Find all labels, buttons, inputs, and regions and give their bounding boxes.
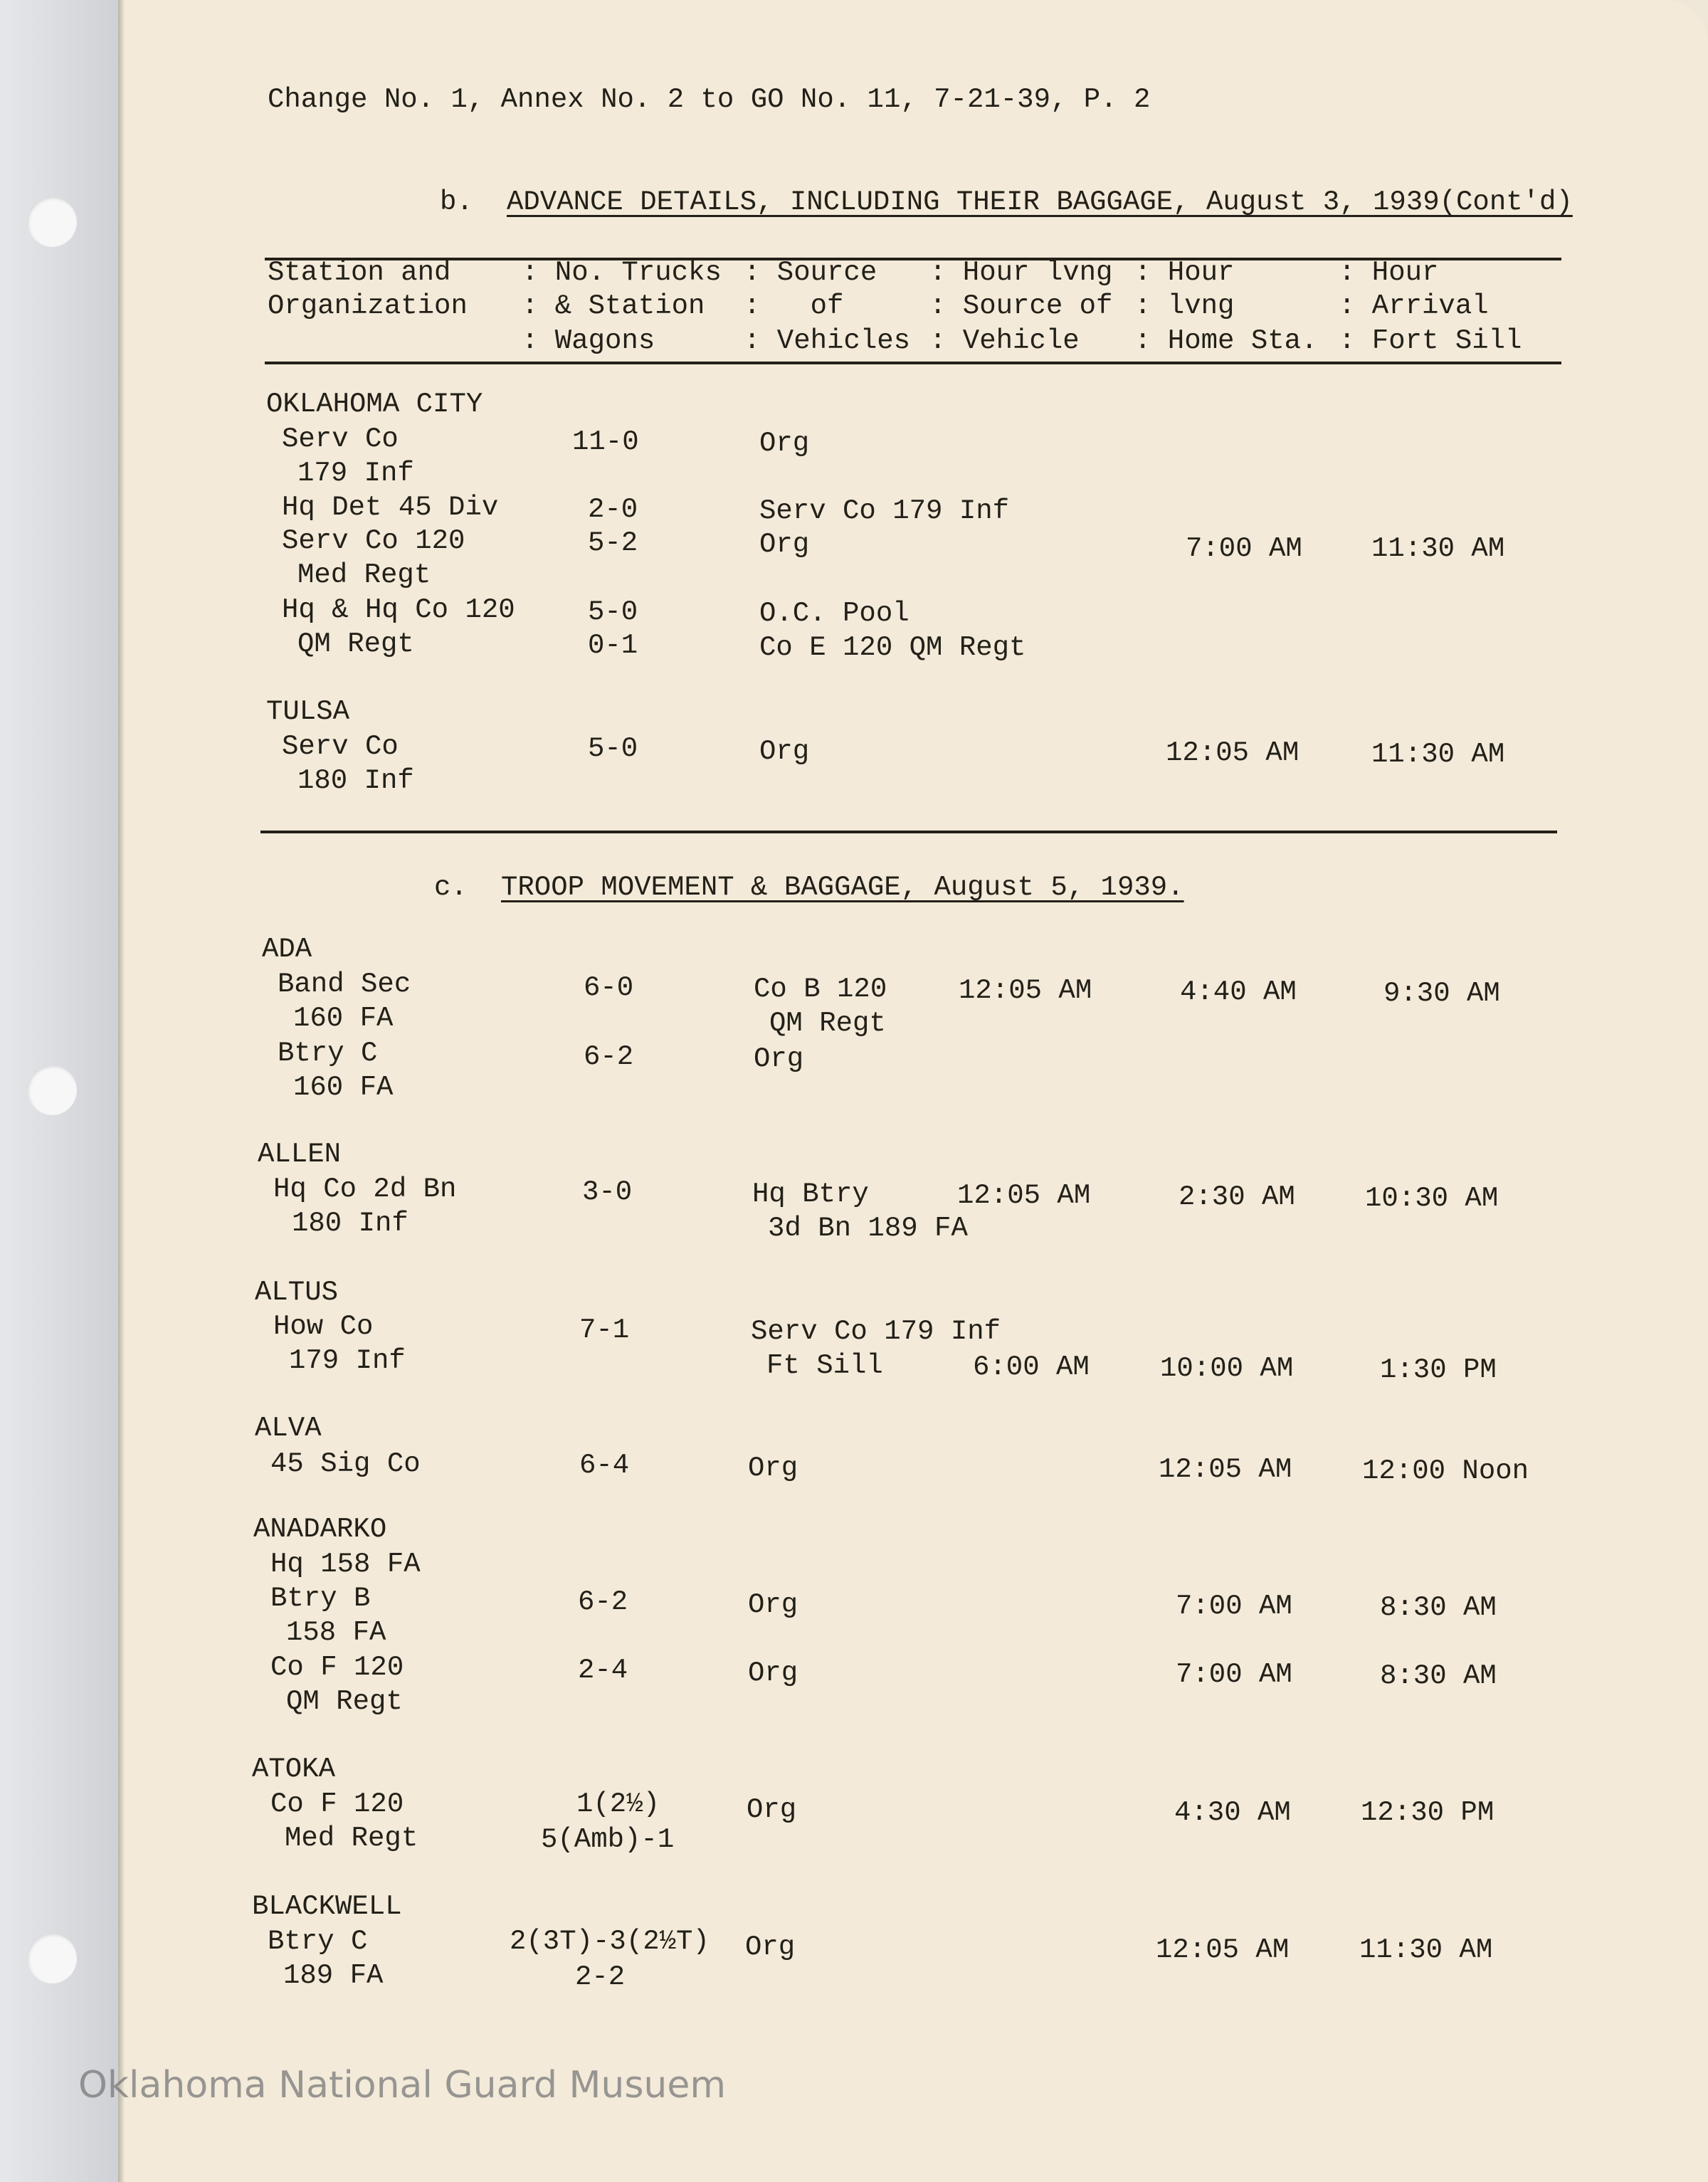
col-home-1: : Hour <box>1134 257 1235 288</box>
source-value: Org <box>759 529 810 560</box>
station-ada: ADA <box>262 934 312 965</box>
col-arrival-3: : Fort Sill <box>1339 325 1522 357</box>
col-arrival-2: : Arrival <box>1339 290 1489 322</box>
org-name-cont: Med Regt <box>285 1823 418 1854</box>
home-time: 12:05 AM <box>1156 1934 1290 1966</box>
org-name: Btry B <box>270 1583 371 1614</box>
col-home-2: : lvng <box>1134 290 1235 322</box>
trucks-value: 5-0 <box>588 596 638 628</box>
trucks-value-cont: 5(Amb)-1 <box>541 1824 675 1855</box>
arrival-time: 9:30 AM <box>1383 978 1500 1009</box>
binder-edge <box>118 0 124 2182</box>
station-allen: ALLEN <box>258 1139 342 1170</box>
source-value: O.C. Pool <box>759 598 910 629</box>
home-time: 7:00 AM <box>1186 533 1302 564</box>
trucks-value: 5-0 <box>588 733 638 764</box>
org-name: Serv Co <box>282 423 399 455</box>
org-name-cont: 189 FA <box>283 1960 384 1991</box>
arrival-time: 12:30 PM <box>1361 1797 1494 1828</box>
station-altus: ALTUS <box>255 1277 339 1308</box>
source-value: Co B 120 <box>754 974 887 1005</box>
org-name: Hq 158 FA <box>270 1549 421 1580</box>
home-time: 7:00 AM <box>1176 1591 1292 1622</box>
trucks-value: 2-0 <box>588 494 638 525</box>
trucks-value: 1(2½) <box>576 1788 660 1820</box>
org-name-cont: 179 Inf <box>297 458 414 489</box>
org-name-cont: 180 Inf <box>297 765 414 796</box>
trucks-value: 6-0 <box>584 972 634 1003</box>
trucks-value: 7-1 <box>579 1314 630 1346</box>
source-value: Org <box>747 1794 797 1825</box>
org-name-cont: Med Regt <box>297 559 431 591</box>
source-value-cont: 3d Bn 189 FA <box>768 1213 968 1244</box>
lvng-source-time: 12:05 AM <box>957 1180 1091 1211</box>
trucks-value: 5-2 <box>588 527 638 559</box>
home-time: 12:05 AM <box>1159 1454 1292 1485</box>
org-name: Co F 120 <box>270 1652 404 1683</box>
section-c-title: TROOP MOVEMENT & BAGGAGE, August 5, 1939. <box>501 872 1184 903</box>
org-name-cont: 158 FA <box>286 1617 386 1648</box>
col-source-3: : Vehicles <box>744 325 911 357</box>
org-name: QM Regt <box>297 628 414 660</box>
org-name-cont: QM Regt <box>286 1686 403 1717</box>
col-trucks-3: : Wagons <box>522 325 655 357</box>
arrival-time: 1:30 PM <box>1380 1354 1497 1386</box>
trucks-value: 6-4 <box>579 1450 630 1481</box>
trucks-value: 6-2 <box>584 1041 634 1072</box>
org-name: Serv Co 120 <box>282 525 465 557</box>
arrival-time: 10:30 AM <box>1365 1183 1499 1214</box>
home-time: 4:30 AM <box>1174 1797 1291 1828</box>
source-value: Org <box>759 428 810 459</box>
col-trucks-1: : No. Trucks <box>522 257 722 288</box>
source-value: Hq Btry <box>752 1179 869 1210</box>
trucks-value: 2(3T)-3(2½T) <box>510 1926 710 1957</box>
trucks-value-cont: 2-2 <box>575 1961 626 1993</box>
station-atoka: ATOKA <box>252 1754 336 1785</box>
source-value: Org <box>745 1931 796 1963</box>
section-b-title: ADVANCE DETAILS, INCLUDING THEIR BAGGAGE, August 3, 1939(Cont'd) <box>507 186 1573 218</box>
station-oklahoma-city: OKLAHOMA CITY <box>266 389 483 420</box>
punch-hole <box>27 1934 77 1983</box>
trucks-value: 6-2 <box>578 1586 628 1618</box>
trucks-value: 2-4 <box>578 1655 628 1686</box>
station-alva: ALVA <box>255 1413 322 1444</box>
arrival-time: 12:00 Noon <box>1362 1455 1529 1487</box>
arrival-time: 8:30 AM <box>1380 1592 1497 1623</box>
col-trucks-2: : & Station <box>522 290 705 322</box>
home-time: 7:00 AM <box>1176 1659 1292 1690</box>
org-name: Hq & Hq Co 120 <box>282 594 515 626</box>
arrival-time: 11:30 AM <box>1371 533 1505 564</box>
trucks-value: 0-1 <box>588 630 638 661</box>
org-name: Hq Co 2d Bn <box>273 1174 457 1205</box>
trucks-value: 11-0 <box>572 426 639 458</box>
org-name-cont: 160 FA <box>293 1003 394 1034</box>
section-divider-rule <box>260 831 1557 833</box>
lvng-source-time: 6:00 AM <box>973 1351 1090 1383</box>
source-value: Serv Co 179 Inf <box>751 1316 1001 1347</box>
section-b-letter: b. <box>440 186 473 218</box>
source-value: Org <box>748 1657 798 1689</box>
org-name: Btry C <box>268 1926 368 1957</box>
org-name: 45 Sig Co <box>270 1448 421 1480</box>
col-source-1: : Source <box>744 257 877 288</box>
org-name-cont: 179 Inf <box>289 1345 406 1376</box>
source-value-cont: Ft Sill <box>766 1350 883 1381</box>
col-station-1: Station and <box>268 257 451 288</box>
col-station-2: Organization <box>268 290 468 322</box>
lvng-source-time: 12:05 AM <box>959 975 1092 1006</box>
org-name: Co F 120 <box>270 1788 404 1820</box>
org-name-cont: 180 Inf <box>292 1208 408 1239</box>
source-value: Org <box>748 1453 798 1484</box>
arrival-time: 11:30 AM <box>1359 1934 1493 1966</box>
org-name: Serv Co <box>282 731 399 762</box>
source-value: Org <box>754 1043 804 1075</box>
punch-hole <box>27 197 77 247</box>
org-name: Btry C <box>278 1038 378 1069</box>
arrival-time: 11:30 AM <box>1371 739 1505 770</box>
source-value-cont: QM Regt <box>769 1008 886 1039</box>
home-time: 4:40 AM <box>1180 976 1297 1008</box>
home-time: 10:00 AM <box>1160 1353 1294 1384</box>
station-anadarko: ANADARKO <box>253 1514 387 1545</box>
col-arrival-1: : Hour <box>1339 257 1439 288</box>
source-value: Org <box>759 736 810 767</box>
org-name: How Co <box>273 1311 374 1342</box>
home-time: 12:05 AM <box>1166 737 1300 769</box>
org-name: Band Sec <box>278 969 411 1000</box>
col-home-3: : Home Sta. <box>1134 325 1318 357</box>
col-source-2: : of <box>744 290 844 322</box>
station-blackwell: BLACKWELL <box>252 1891 402 1922</box>
trucks-value: 3-0 <box>582 1176 633 1208</box>
col-lvng-source-1: : Hour lvng <box>929 257 1113 288</box>
station-tulsa: TULSA <box>266 696 350 727</box>
header-bottom-rule <box>265 362 1561 364</box>
change-line: Change No. 1, Annex No. 2 to GO No. 11, 7-21-39, P. 2 <box>268 84 1151 115</box>
org-name-cont: 160 FA <box>293 1072 394 1103</box>
home-time: 2:30 AM <box>1179 1181 1295 1213</box>
source-value: Serv Co 179 Inf <box>759 495 1010 527</box>
source-value: Co E 120 QM Regt <box>759 632 1026 663</box>
watermark: Oklahoma National Guard Musuem <box>78 2064 727 2107</box>
punch-hole <box>27 1065 77 1115</box>
col-lvng-source-2: : Source of <box>929 290 1113 322</box>
source-value: Org <box>748 1589 798 1620</box>
section-c-letter: c. <box>434 872 468 903</box>
org-name: Hq Det 45 Div <box>282 492 499 523</box>
arrival-time: 8:30 AM <box>1380 1660 1497 1692</box>
col-lvng-source-3: : Vehicle <box>929 325 1080 357</box>
